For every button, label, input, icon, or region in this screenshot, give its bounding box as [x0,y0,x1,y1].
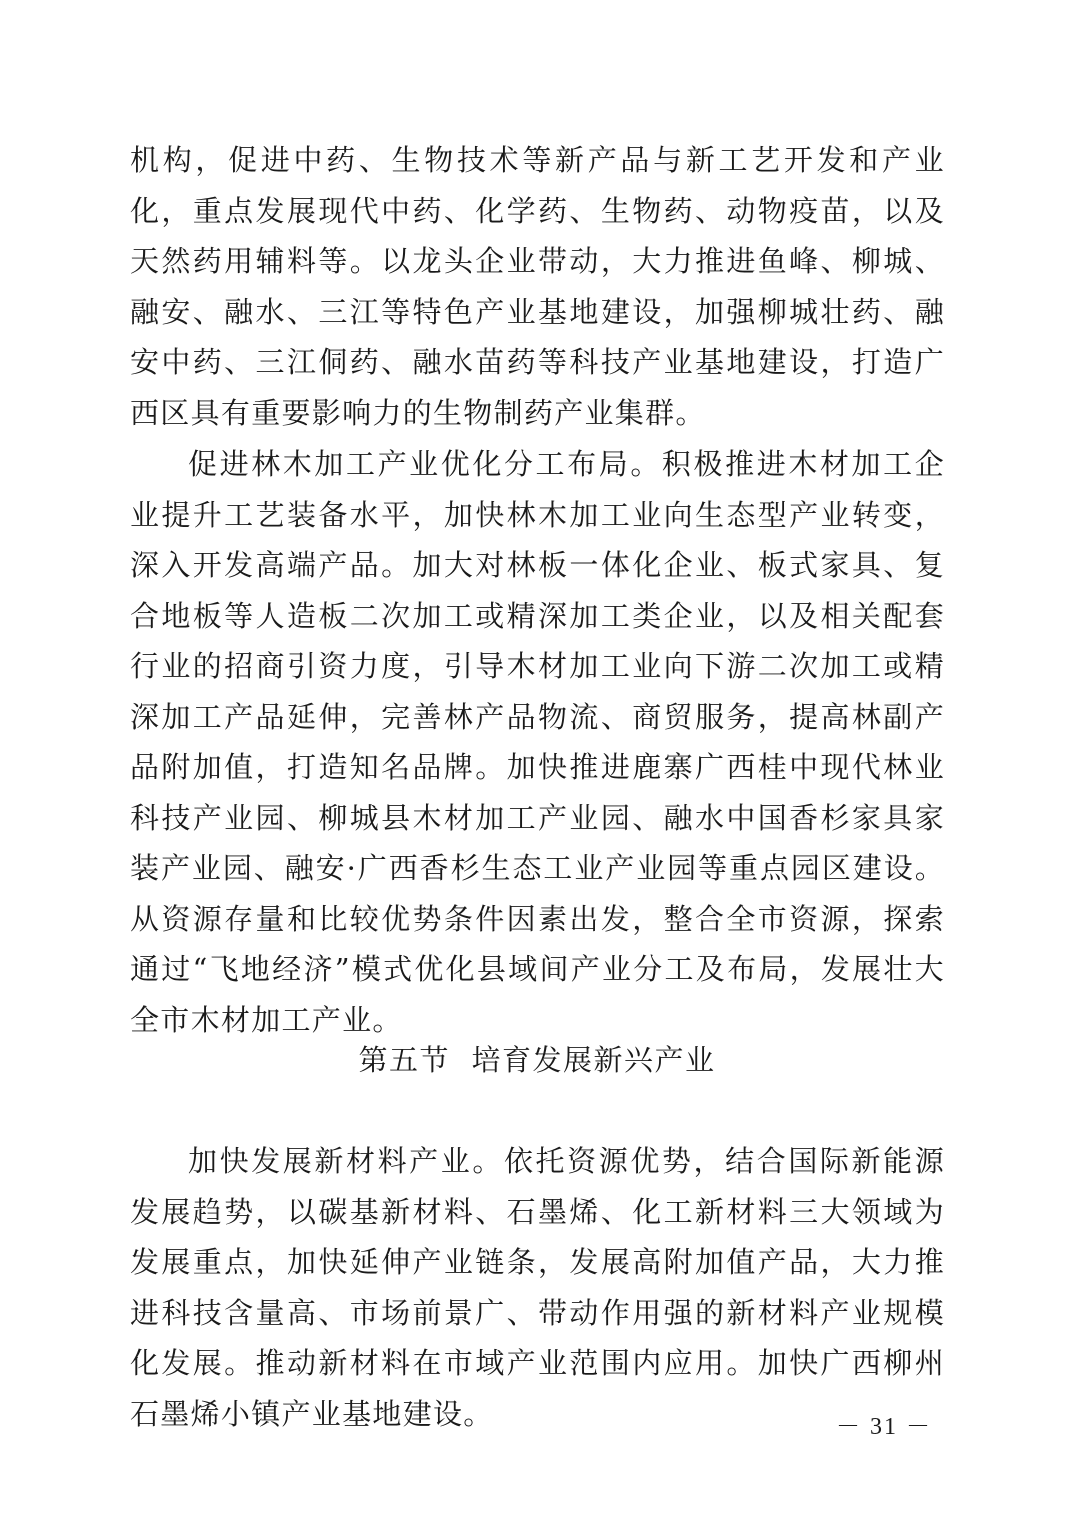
section-title: 第五节 培育发展新兴产业 [358,1043,716,1077]
paragraph-wood-processing: 促进林木加工产业优化分工布局。积极推进木材加工企业提升工艺装备水平，加快林木加工业向生态型产业转变，深入开发高端产品。加大对林板一体化企业、板式家具、复合地板等人造板二次加工或精深加工类企业，以及相关配套行业的招商引资力度，引导木材加工业向下游二次加工或精深加工产品延伸，完善林产品物流、商贸服务，提高林副产品附加值，打造知名品牌。加快推进鹿寨广西桂中现代林业科技产业园、柳城县木材加工产业园、融水中国香杉家具家装产业园、融安·广西香杉生态工业产业园等重点园区建设。从资源存量和比较优势条件因素出发，整合全市资源，探索通过“飞地经济”模式优化县域间产业分工及布局，发展壮大全市木材加工产业。 [130,447,945,1037]
paragraph-pharma: 机构，促进中药、生物技术等新产品与新工艺开发和产业化，重点发展现代中药、化学药、生物药、动物疫苗，以及天然药用辅料等。以龙头企业带动，大力推进鱼峰、柳城、融安、融水、三江等特色产业基地建设，加强柳城壮药、融安中药、三江侗药、融水苗药等科技产业基地建设，打造广西区具有重要影响力的生物制药产业集群。 [130,143,945,430]
paragraph-new-materials: 加快发展新材料产业。依托资源优势，结合国际新能源发展趋势，以碳基新材料、石墨烯、化工新材料三大领域为发展重点，加快延伸产业链条，发展高附加值产品，大力推进科技含量高、市场前景广、带动作用强的新材料产业规模化发展。推动新材料在市域产业范围内应用。加快广西柳州石墨烯小镇产业基地建设。 [130,1144,945,1431]
page-number: － 31 － [836,1414,932,1440]
